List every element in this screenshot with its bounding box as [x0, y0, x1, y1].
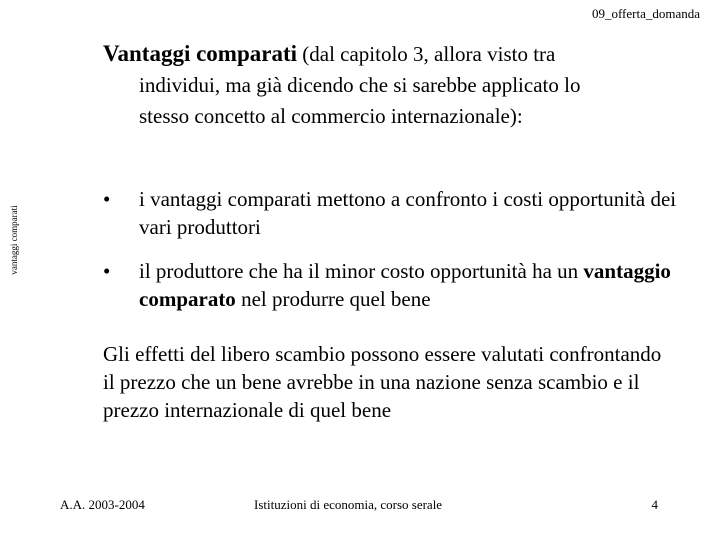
bullet-item: [103, 257, 683, 313]
bullet-text-after: nel produrre quel bene: [235, 287, 431, 311]
bullet-item: [103, 185, 683, 241]
title-rest-line2: individui, ma già dicendo che si sarebbe applicato lo: [139, 73, 581, 97]
side-section-label: vantaggi comparati: [9, 205, 19, 275]
bullet-text: i vantaggi comparati mettono a confronto i costi opportunità dei vari produttori: [139, 187, 677, 239]
file-tag: 09_offerta_domanda: [591, 6, 700, 21]
footer-course-name: Istituzioni di economia, corso serale: [254, 497, 443, 512]
footer-page-number: 4: [651, 497, 658, 512]
title-rest-line1: (dal capitolo 3, allora visto tra: [297, 42, 556, 66]
slide-title: [103, 38, 683, 132]
bullet-list: [103, 185, 683, 329]
slide-footer: [0, 497, 720, 517]
title-rest-line3: stesso concetto al commercio internazionale):: [139, 104, 523, 128]
footer-academic-year: A.A. 2003-2004: [60, 497, 145, 512]
bullet-text-before: il produttore che ha il minor costo opportunità ha un: [139, 259, 584, 283]
bullet-text: [139, 257, 683, 313]
title-bold: Vantaggi comparati: [103, 41, 298, 66]
bullet-marker: •: [103, 187, 111, 211]
bullet-text-bold: vantaggio comparato: [139, 259, 671, 311]
body-paragraph: Gli effetti del libero scambio possono essere valutati confrontando il prezzo che un bene avrebbe in una nazione senza scambio e il prezzo internazionale di quel bene: [103, 342, 662, 422]
bullet-marker: •: [103, 259, 111, 283]
